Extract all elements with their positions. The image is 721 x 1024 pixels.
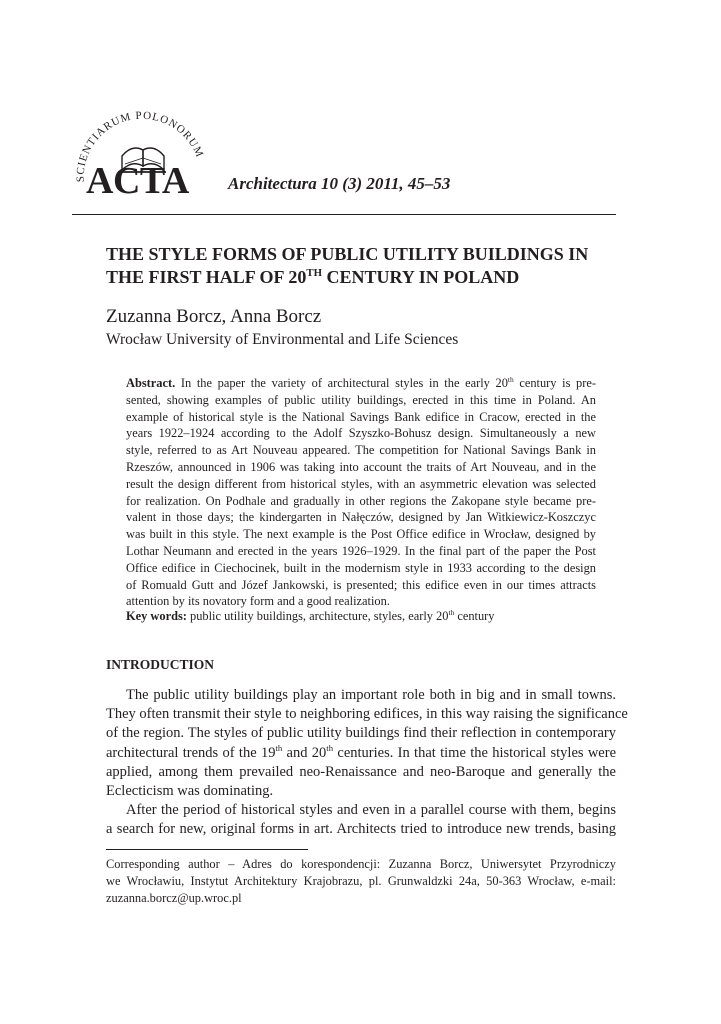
abstract-line: sented, showing examples of public utility buildings, erected in this time in Poland. An	[126, 392, 596, 407]
abstract-line: example of historical style is the National Savings Bank edifice in Cracow, erected in the	[126, 409, 596, 424]
title-line-2: THE FIRST HALF OF 20TH CENTURY IN POLAND	[106, 267, 520, 287]
abstract-line: for realization. On Podhale and gradually in other regions the Zakopane style became pre-	[126, 493, 596, 508]
footnote-email: zuzanna.borcz@up.wroc.pl	[106, 891, 242, 905]
abstract-line: years 1922–1924 according to the Adolf Szyszko-Bohusz design. Simultaneously a new	[126, 426, 596, 441]
body-line: applied, among them prevailed neo-Renaissance and neo-Baroque and generally the	[106, 763, 616, 780]
abstract-line: Abstract. In the paper the variety of architectural styles in the early 20th century is pre-	[126, 374, 596, 390]
body-line: a search for new, original forms in art. Architects tried to introduce new trends, basing	[106, 821, 616, 838]
keywords: Key words: public utility buildings, architecture, styles, early 20th century	[126, 607, 495, 623]
body-line: They often transmit their style to neighboring edifices, in this way raising the significance	[106, 706, 628, 723]
footnote	[106, 856, 616, 907]
abstract-line: result the design different from historical styles, with an asymmetric elevation was selected	[126, 476, 596, 491]
keywords-label: Key words:	[126, 609, 187, 623]
abstract-line: style, referred to as Art Nouveau appeared. The competition for National Savings Bank in	[126, 443, 596, 458]
title-line-1: THE STYLE FORMS OF PUBLIC UTILITY BUILDINGS IN	[106, 244, 589, 264]
abstract-line: attention by its novatory form and a good realization.	[126, 594, 390, 609]
abstract-line: was built in this style. The next example is the Post Office edifice in Wrocław, designed by	[126, 527, 596, 542]
abstract	[126, 375, 596, 610]
abstract-line: Office edifice in Ciechocinek, built in the modernism style in 1933 according to the design	[126, 560, 596, 575]
abstract-line: valent in those days; the kindergarten in Nałęczów, designed by Jan Witkiewicz-Koszczyc	[126, 510, 596, 525]
footnote-divider	[106, 849, 308, 850]
abstract-line: of Romuald Gutt and Józef Jankowski, is presented; this edifice even in our times attracts	[126, 577, 596, 592]
introduction-body	[106, 686, 628, 840]
paper-title	[106, 243, 626, 289]
body-line: Eclecticism was dominating.	[106, 783, 274, 800]
header-divider	[72, 214, 616, 215]
journal-header	[72, 104, 616, 216]
journal-citation: Architectura 10 (3) 2011, 45–53	[228, 174, 451, 193]
section-heading-introduction: INTRODUCTION	[106, 657, 215, 672]
affiliation: Wrocław University of Environmental and Life Sciences	[106, 331, 459, 348]
authors: Zuzanna Borcz, Anna Borcz	[106, 306, 322, 327]
body-line: architectural trends of the 19th and 20th centuries. In that time the historical styles were	[106, 742, 617, 761]
footnote-line: Corresponding author – Adres do korespondencji: Zuzanna Borcz, Uniwersytet Przyrodniczy	[106, 857, 616, 871]
logo-arc-text: SCIENTIARUM POLONORUM	[74, 109, 206, 183]
abstract-line: Lothar Neumann and erected in the years 1926–1929. In the final part of the paper the Post	[126, 543, 596, 558]
footnote-line: we Wrocławiu, Instytut Architektury Krajobrazu, pl. Grunwaldzki 24a, 50-363 Wrocław, e-mail:	[106, 874, 616, 888]
abstract-line: Rzeszów, announced in 1906 was taking into account the traits of Art Nouveau, and in the	[126, 459, 596, 474]
abstract-label: Abstract.	[126, 376, 176, 390]
logo-acta-word: ACTA	[86, 160, 189, 202]
body-line: of the region. The styles of public utility buildings find their reflection in contemporary	[106, 725, 616, 742]
body-line: After the period of historical styles and even in a parallel course with them, begins	[126, 802, 616, 819]
body-line: The public utility buildings play an important role both in big and in small towns.	[126, 687, 616, 703]
